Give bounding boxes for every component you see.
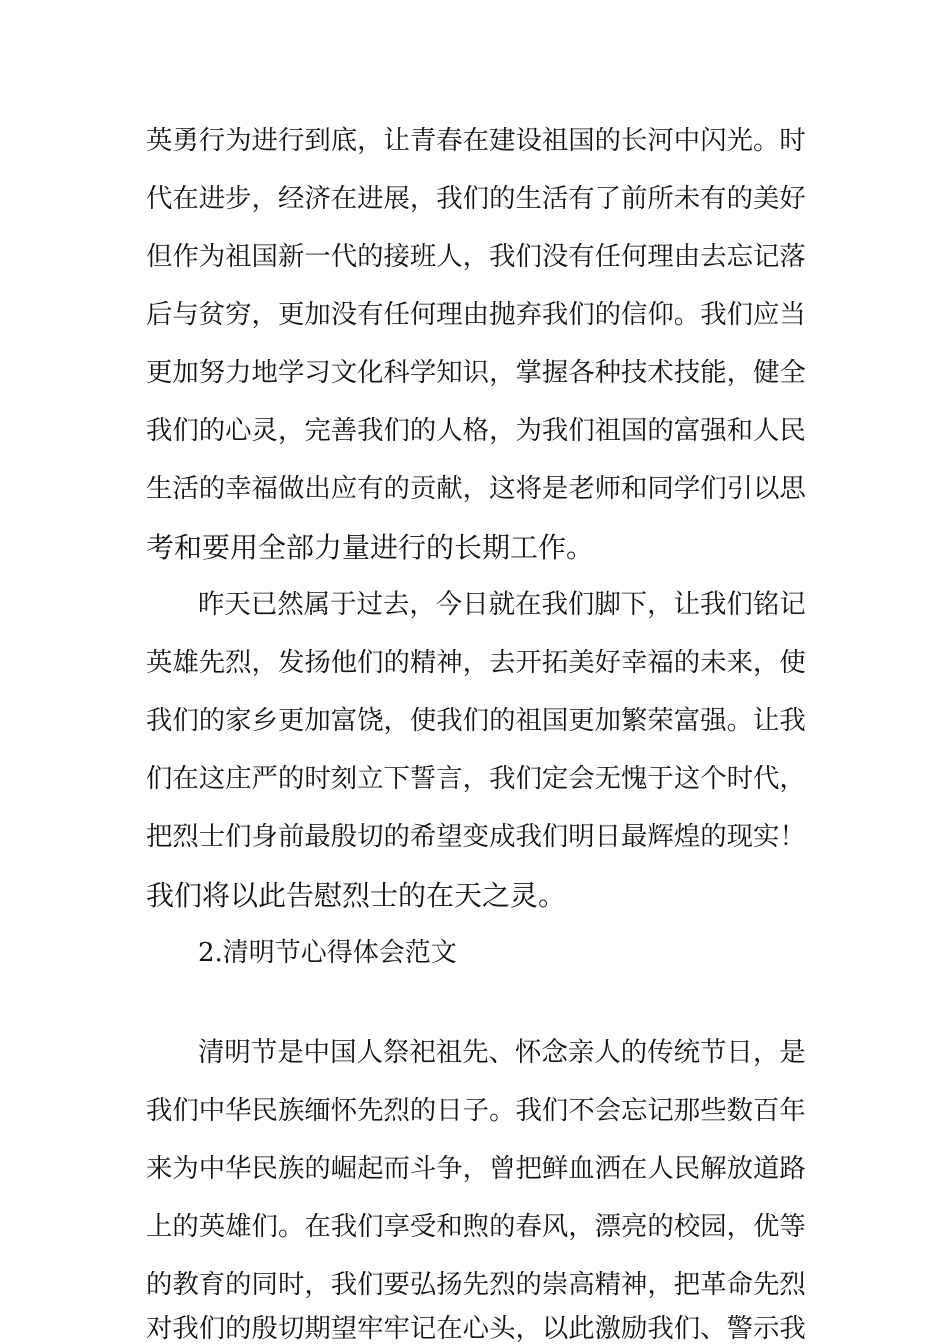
paragraph-line: 的教育的同时，我们要弘扬先烈的崇高精神，把革命先烈 [146,1269,806,1300]
paragraph-line: 后与贫穷，更加没有任何理由抛弃我们的信仰。我们应当 [146,299,806,330]
paragraph-line: 们在这庄严的时刻立下誓言，我们定会无愧于这个时代， [146,763,806,794]
paragraph-line: 清明节是中国人祭祀祖先、怀念亲人的传统节日，是 [198,1037,806,1068]
paragraph-line: 对我们的殷切期望牢牢记在心头，以此激励我们、警示我 [146,1312,806,1344]
paragraph-line: 代在进步，经济在进展，我们的生活有了前所未有的美好 [146,183,806,214]
paragraph-line: 昨天已然属于过去，今日就在我们脚下，让我们铭记 [198,589,806,620]
paragraph-line: 把烈士们身前最殷切的希望变成我们明日最辉煌的现实！ [146,821,806,852]
paragraph-line: 我们中华民族缅怀先烈的日子。我们不会忘记那些数百年 [146,1095,806,1126]
paragraph-line: 我们的心灵，完善我们的人格，为我们祖国的富强和人民 [146,415,806,446]
paragraph-line: 生活的幸福做出应有的贡献，这将是老师和同学们引以思 [146,473,806,504]
paragraph-line: 英勇行为进行到底，让青春在建设祖国的长河中闪光。时 [146,125,806,156]
paragraph-line: 更加努力地学习文化科学知识，掌握各种技术技能，健全 [146,357,806,388]
paragraph-line: 英雄先烈，发扬他们的精神，去开拓美好幸福的未来，使 [146,647,806,678]
section-heading: 2.清明节心得体会范文 [198,938,457,968]
paragraph-line: 但作为祖国新一代的接班人，我们没有任何理由去忘记落 [146,241,806,272]
paragraph-line: 考和要用全部力量进行的长期工作。 [146,531,595,564]
paragraph-line: 我们将以此告慰烈士的在天之灵。 [146,879,567,912]
paragraph-line: 我们的家乡更加富饶，使我们的祖国更加繁荣富强。让我 [146,705,806,736]
paragraph-line: 上的英雄们。在我们享受和煦的春风，漂亮的校园，优等 [146,1211,806,1242]
paragraph-line: 来为中华民族的崛起而斗争，曾把鲜血洒在人民解放道路 [146,1153,806,1184]
